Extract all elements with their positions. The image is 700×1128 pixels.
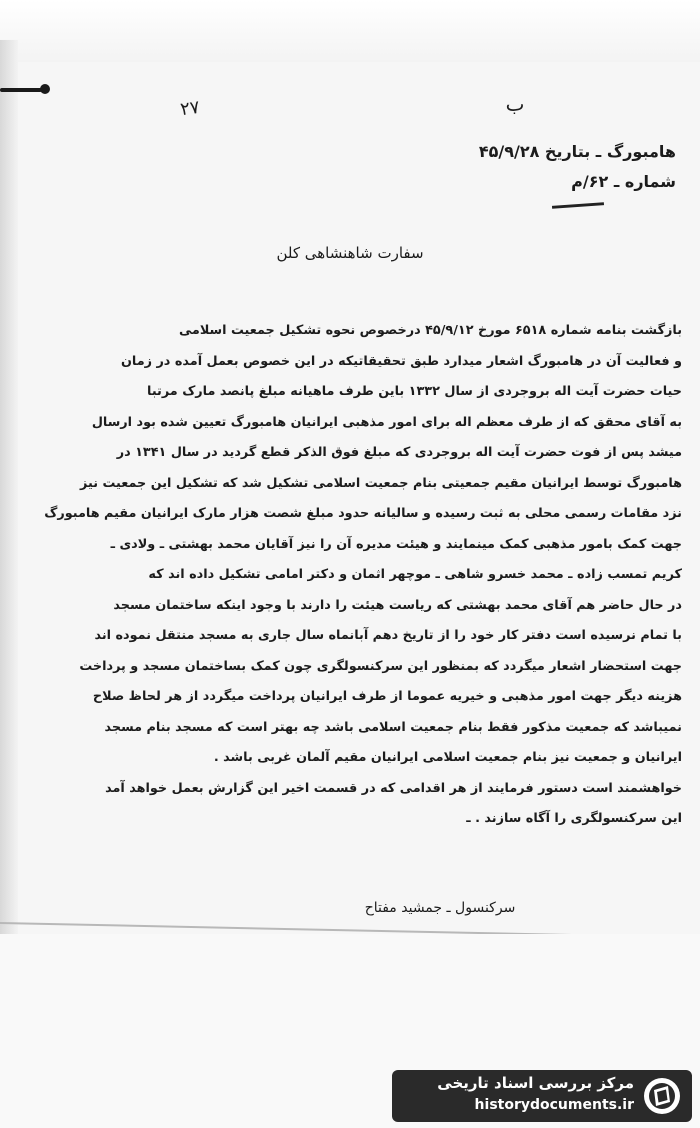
handwritten-underline: [552, 202, 604, 209]
body-line: هامبورگ توسط ایرانیان مقیم جمعیتی بنام جمعیت اسلامی تشکیل شد که تشکیل این جمعیت نیز: [80, 475, 682, 491]
archive-emblem-icon: [642, 1076, 682, 1116]
archive-url[interactable]: historydocuments.ir: [474, 1097, 634, 1113]
body-line: نزد مقامات رسمی محلی به ثبت رسیده و سالیانه حدود مبلغ شصت هزار مارک ایرانیان مقیم هامبورگ: [44, 506, 682, 521]
body-line: میشد پس از فوت حضرت آیت اله بروجردی که مبلغ فوق الذکر قطع گردید در سال ۱۳۴۱ در: [116, 445, 682, 460]
number-line: شماره ـ ۶۲/م: [571, 172, 676, 191]
body-line: حیات حضرت آیت اله بروجردی از سال ۱۳۳۲ باین طرف ماهیانه مبلغ پانصد مارک مرتبا: [147, 384, 682, 399]
body-line: به آقای محقق که از طرف معظم اله برای امور مذهبی ایرانیان هامبورگ تعیین شده بود ارسال: [91, 414, 682, 430]
body-line: بازگشت بنامه شماره ۶۵۱۸ مورخ ۴۵/۹/۱۲ درخصوص نحوه تشکیل جمعیت اسلامی: [178, 323, 682, 338]
body-line: جهت کمک بامور مذهبی کمک مینمایند و هیئت مدیره آن را نیز آقایان محمد بهشتی ـ ولادی ـ: [110, 536, 682, 552]
date-line: هامبورگ ـ بتاریخ ۴۵/۹/۲۸: [478, 142, 676, 161]
letter-body: [22, 316, 682, 835]
body-line: نمیباشد که جمعیت مذکور فقط بنام جمعیت اسلامی باشد چه بهتر است که مسجد بنام مسجد: [104, 719, 682, 735]
addressee: سفارت شاهنشاهی کلن: [276, 244, 424, 262]
scan-top-shading: [0, 0, 700, 62]
archive-name: مرکز بررسی اسناد تاریخی: [437, 1074, 634, 1092]
body-line: با تمام نرسیده است دفتر کار خود را از تاریخ دهم آبانماه سال جاری به مسجد منتقل نموده اند: [94, 628, 682, 643]
body-line: ایرانیان و جمعیت نیز بنام جمعیت اسلامی ایرانیان مقیم آلمان غربی باشد .: [213, 750, 682, 765]
body-line: جهت استحضار اشعار میگردد که بمنظور این سرکنسولگری چون کمک بساختمان مسجد و پرداخت: [79, 658, 682, 674]
corner-note: ب: [505, 92, 525, 116]
archive-logo[interactable]: [392, 1070, 692, 1122]
scan-left-shading: [0, 40, 18, 1040]
body-line: کریم تمسب زاده ـ محمد خسرو شاهی ـ موچهر اثمان و دکتر امامی تشکیل داده اند که: [148, 567, 682, 582]
body-line: در حال حاضر هم آقای محمد بهشتی که ریاست هیئت را دارند با وجود اینکه ساختمان مسجد: [113, 597, 682, 613]
body-line: و فعالیت آن در هامبورگ اشعار میدارد طبق تحقیقاتیکه در این خصوص بعمل آمده در زمان: [120, 353, 682, 369]
punch-mark: [0, 88, 42, 92]
body-line: خواهشمند است دستور فرمایند از هر اقدامی که در قسمت اخیر این گزارش بعمل خواهد آمد: [105, 780, 682, 796]
body-line: این سرکنسولگری را آگاه سازند . ـ: [466, 811, 682, 826]
body-line: هزینه دیگر جهت امور مذهبی و خیریه عموما از طرف ایرانیان پرداخت میگردد از هر لحاظ صلاح: [92, 689, 682, 704]
signature-line: سرکنسول ـ جمشید مفتاح: [364, 900, 516, 916]
page-number: ۲۷: [178, 96, 202, 121]
punch-dot: [40, 84, 50, 94]
